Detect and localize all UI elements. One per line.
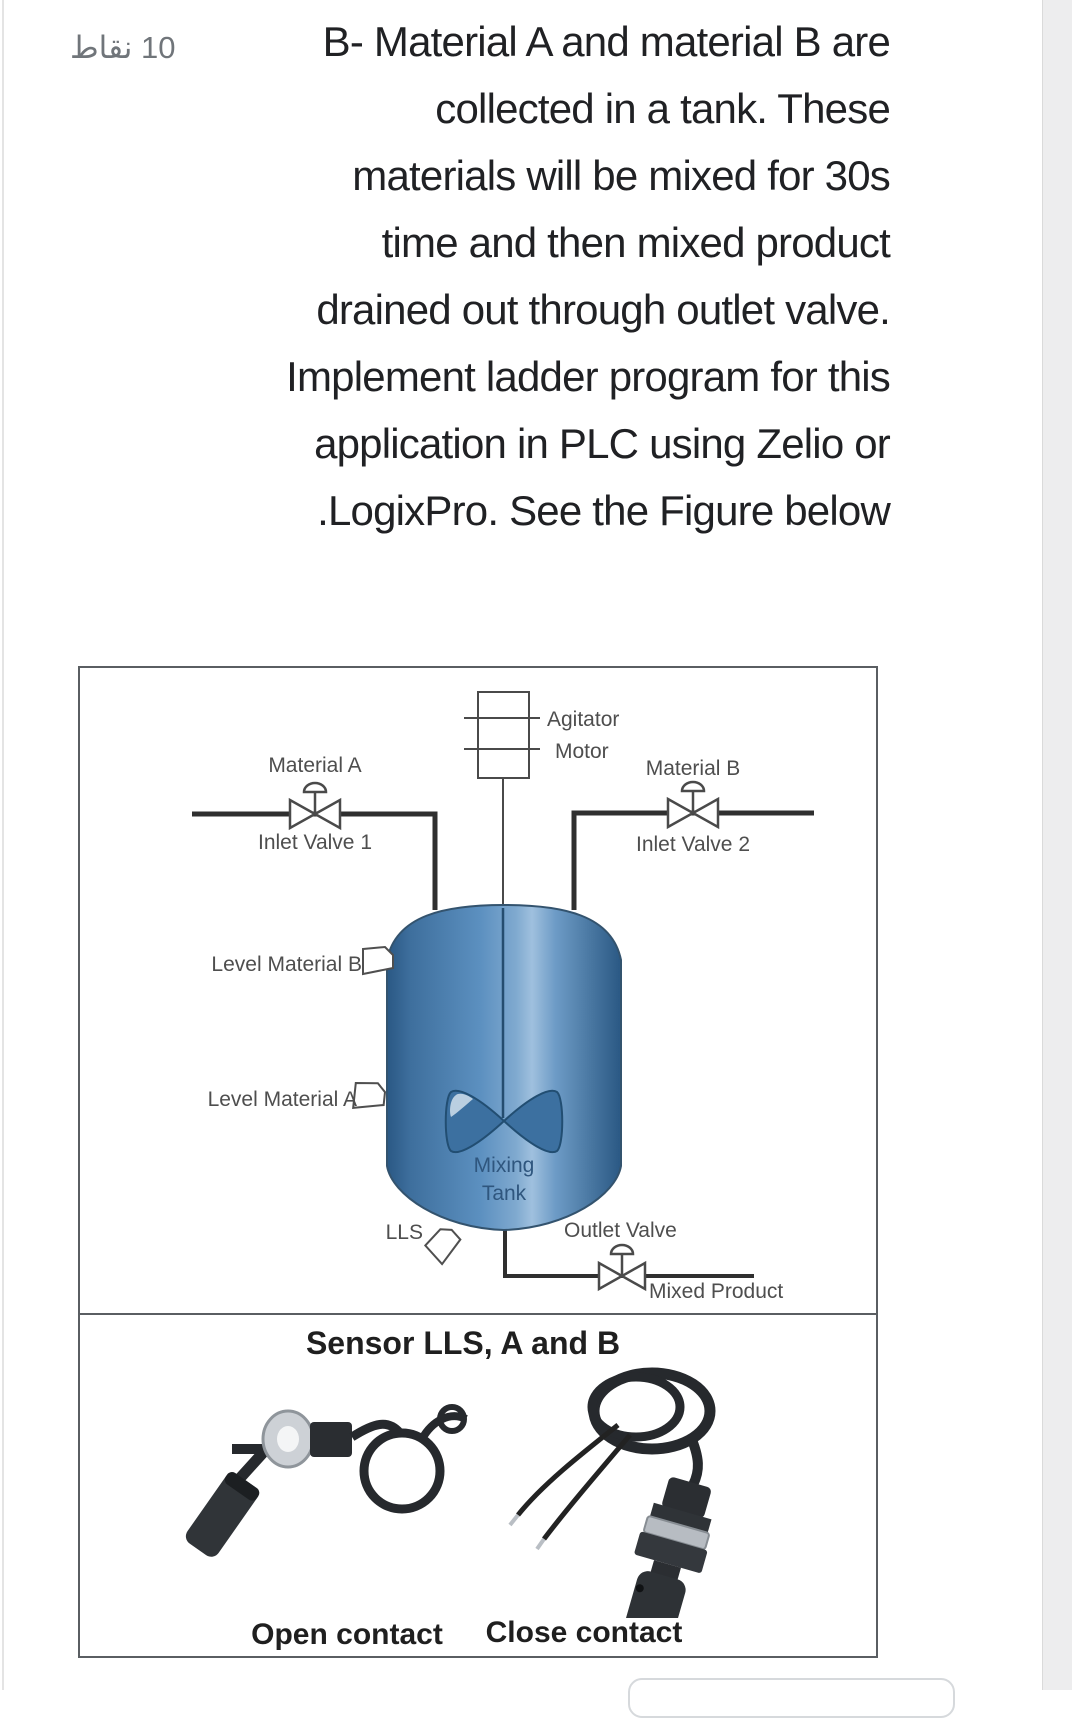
scrollbar-track[interactable]	[1042, 0, 1072, 1690]
sensor-body	[603, 1473, 725, 1618]
mount-ring-hole	[277, 1426, 299, 1452]
question-line: B- Material A and material B are	[322, 18, 890, 65]
question-points-badge: 10 نقاط	[70, 30, 176, 65]
inlet-valve-1-icon	[290, 783, 340, 828]
open-contact-label: Open contact	[251, 1618, 443, 1651]
card-left-border	[2, 0, 4, 1690]
level-material-b-label: Level Material B	[211, 953, 362, 976]
material-a-label: Material A	[268, 754, 362, 777]
answer-input[interactable]	[628, 1678, 955, 1718]
level-sensor-a-icon	[353, 1081, 386, 1111]
question-line: materials will be mixed for 30s	[352, 152, 890, 199]
wire-tip-2	[537, 1539, 544, 1549]
question-line: collected in a tank. These	[435, 85, 890, 132]
agitator-motor-label-line2: Motor	[555, 740, 609, 763]
cable-to-body	[690, 1435, 698, 1485]
question-text	[150, 8, 890, 544]
agitator-motor-icon	[464, 692, 540, 778]
lls-sensor-icon	[424, 1224, 464, 1264]
mixing-tank-label-line1: Mixing	[473, 1154, 535, 1177]
inlet-valve-2-label: Inlet Valve 2	[635, 833, 750, 856]
inlet-valve-2-icon	[668, 782, 718, 827]
float-switch-close-photo	[500, 1363, 780, 1618]
figure	[78, 666, 878, 1658]
wire-tip-1	[510, 1515, 518, 1525]
lls-label: LLS	[385, 1221, 423, 1244]
level-material-a-label: Level Material A	[207, 1088, 357, 1111]
question-line: Implement ladder program for this	[286, 353, 890, 400]
material-b-label: Material B	[645, 757, 741, 780]
inlet-pipe-1	[192, 814, 435, 910]
sensor-panel-title: Sensor LLS, A and B	[305, 1325, 621, 1361]
threaded-body	[310, 1422, 352, 1457]
agitator-motor-label-line1: Agitator	[547, 708, 620, 731]
question-line: time and then mixed product	[381, 219, 890, 266]
close-contact-label: Close contact	[485, 1616, 683, 1649]
cable-loop	[364, 1433, 440, 1509]
mixed-product-label: Mixed Product	[649, 1280, 784, 1303]
outlet-valve-label: Outlet Valve	[564, 1219, 677, 1242]
outlet-valve-icon	[599, 1245, 645, 1289]
sensor-photos-panel	[80, 1313, 876, 1658]
question-line: application in PLC using Zelio or	[314, 420, 890, 467]
inlet-pipe-2	[574, 813, 814, 910]
question-line: .LogixPro. See the Figure below	[317, 487, 890, 534]
float-body	[182, 1470, 261, 1561]
float-switch-open-photo	[170, 1387, 480, 1577]
cable-coil-inner	[592, 1377, 680, 1437]
mixing-tank-label-line2: Tank	[481, 1182, 527, 1205]
inlet-valve-1-label: Inlet Valve 1	[257, 831, 372, 854]
mixing-tank-diagram	[80, 668, 876, 1313]
question-line: drained out through outlet valve.	[316, 286, 890, 333]
